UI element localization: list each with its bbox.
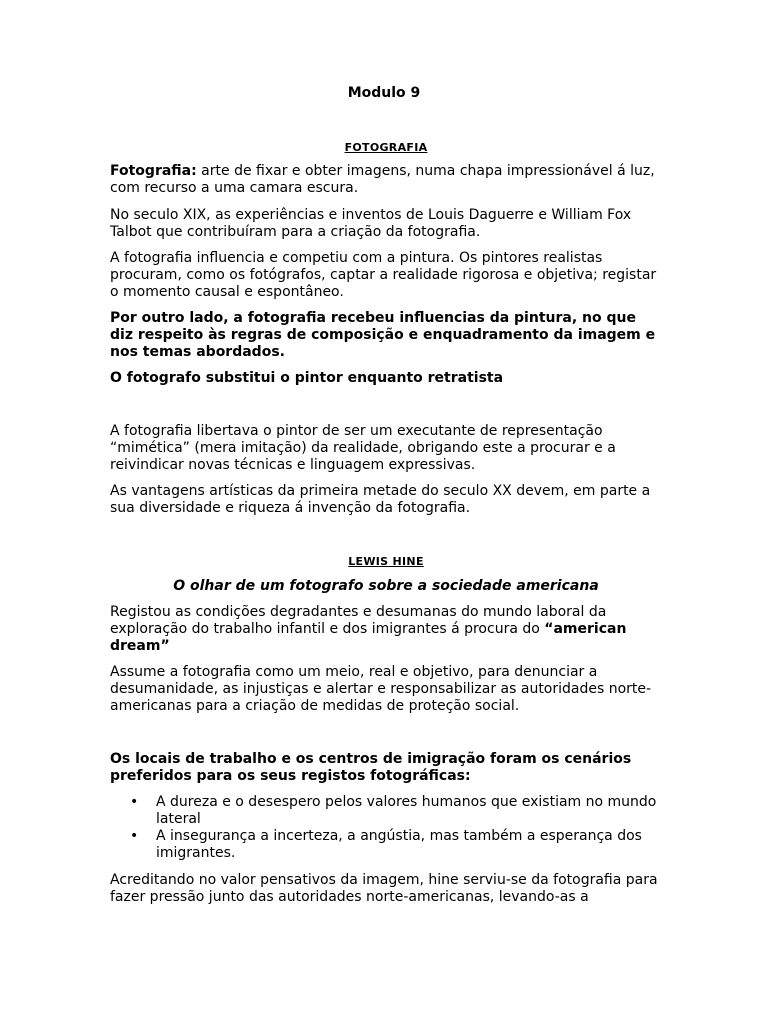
records-text: Registou as condições degradantes e desumanas do mundo laboral da exploração do trabalho infantil e dos imigrantes á procura do bbox=[110, 604, 607, 637]
bullet-icon: • bbox=[130, 794, 139, 810]
list-item-text: A dureza e o desespero pelos valores humanos que existiam no mundo lateral bbox=[156, 794, 657, 827]
paragraph-liberation: A fotografia libertava o pintor de ser um executante de representação “mimética” (mera imitação) da realidade, obrigando este a procurar e a reivindicar novas técnicas e linguagem expressivas. bbox=[110, 423, 616, 473]
paragraph-belief: Acreditando no valor pensativos da imagem, hine serviu-se da fotografia para fazer pressão junto das autoridades norte-americanas, levando-as a bbox=[110, 872, 658, 905]
page-title: Modulo 9 bbox=[347, 85, 421, 101]
paragraph-painting-influence-bold: Por outro lado, a fotografia recebeu influencias da pintura, no que diz respeito às regras de composição e enquadramento da imagem e nos temas abordados. bbox=[110, 310, 656, 360]
paragraph-portrait: O fotografo substitui o pintor enquanto retratista bbox=[110, 370, 504, 386]
list-item bbox=[110, 828, 662, 862]
american-dream-text: “american dream” bbox=[110, 621, 627, 654]
paragraph-records bbox=[110, 604, 662, 655]
section-subtitle: O olhar de um fotografo sobre a sociedade americana bbox=[173, 578, 599, 594]
section-heading-fotografia: FOTOGRAFIA bbox=[344, 141, 428, 154]
paragraph-locations: Os locais de trabalho e os centros de imigração foram os cenários preferidos para os seus registos fotográficas: bbox=[110, 751, 632, 784]
definition-text: arte de fixar e obter imagens, numa chapa impressionável á luz, com recurso a uma camara escura. bbox=[110, 163, 655, 196]
paragraph-denounce: Assume a fotografia como um meio, real e objetivo, para denunciar a desumanidade, as injustiças e alertar e responsabilizar as autoridades norte-americanas para a criação de medidas de proteção social. bbox=[110, 664, 652, 714]
paragraph-painting-influence: A fotografia influencia e competiu com a pintura. Os pintores realistas procuram, como os fotógrafos, captar a realidade rigorosa e objetiva; registar o momento causal e espontâneo. bbox=[110, 250, 657, 300]
list-item bbox=[110, 794, 662, 828]
paragraph-history: No seculo XIX, as experiências e inventos de Louis Daguerre e William Fox Talbot que contribuíram para a criação da fotografia. bbox=[110, 207, 632, 240]
bullet-icon: • bbox=[130, 828, 139, 844]
list-item-text: A insegurança a incerteza, a angústia, mas também a esperança dos imigrantes. bbox=[156, 828, 642, 861]
definition-term: Fotografia: bbox=[110, 163, 197, 179]
section-heading-lewis-hine: LEWIS HINE bbox=[348, 555, 424, 568]
paragraph-definition bbox=[110, 163, 662, 197]
paragraph-advantages: As vantagens artísticas da primeira metade do seculo XX devem, em parte a sua diversidade e riqueza á invenção da fotografia. bbox=[110, 483, 651, 516]
bullet-list bbox=[110, 794, 662, 862]
